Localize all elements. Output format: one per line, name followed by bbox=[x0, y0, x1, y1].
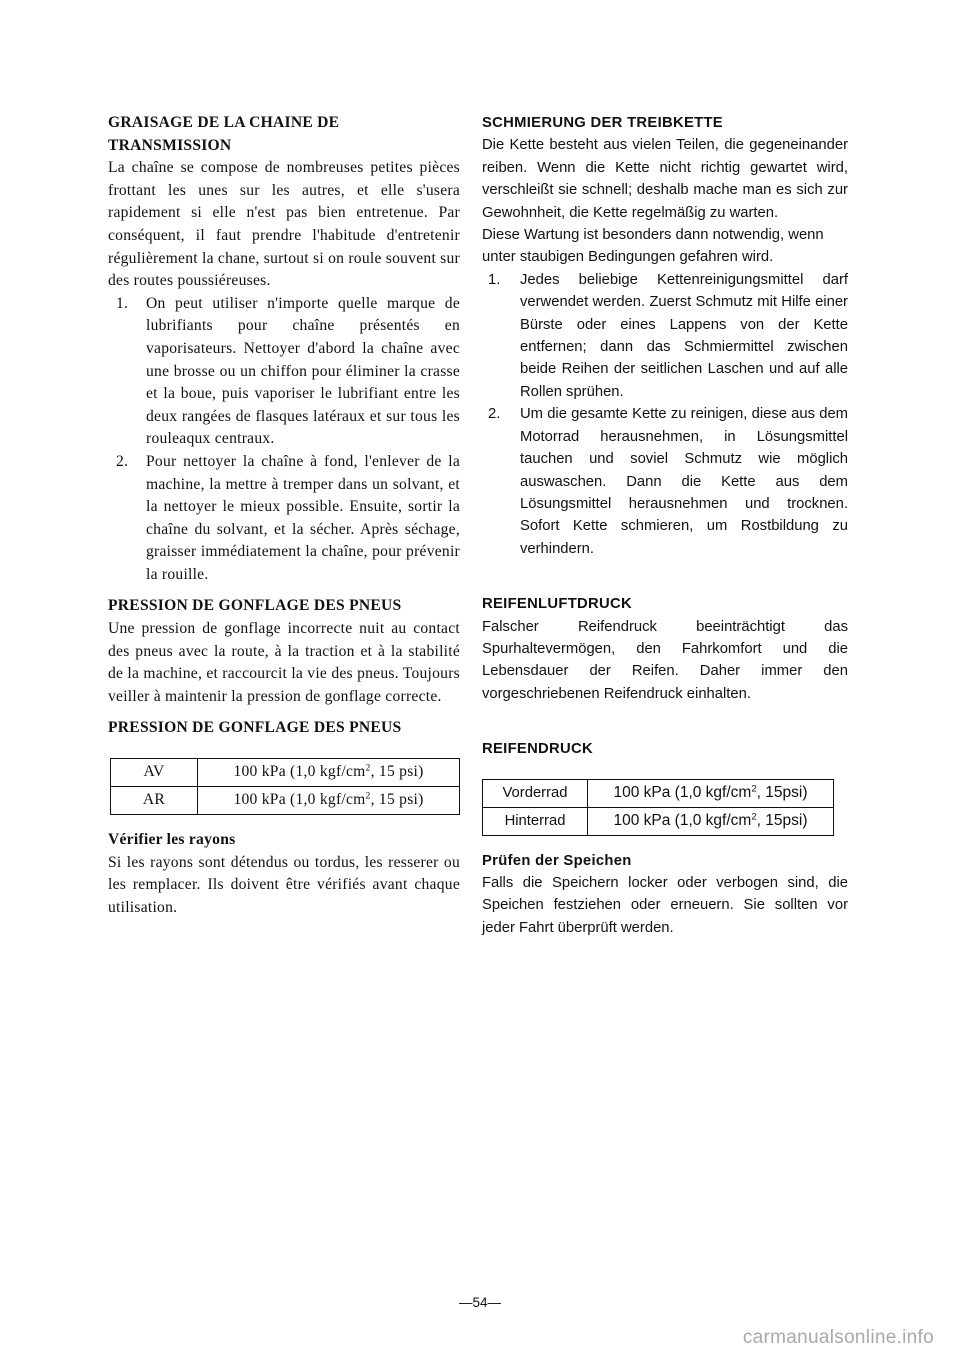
table-row bbox=[111, 787, 460, 815]
list-item bbox=[116, 293, 460, 451]
spokes-text-fr: Si les rayons sont détendus ou tordus, les resserer ou les remplacer. Ils doivent être vérifiés avant chaque utilisation. bbox=[108, 853, 460, 916]
row-value: 100 kPa (1,0 kgf/$cm^2$, 15 psi) bbox=[198, 787, 460, 815]
watermark-text: carmanualsonline.info bbox=[742, 1327, 934, 1348]
list-item bbox=[488, 269, 848, 403]
row-label: AV bbox=[111, 759, 198, 787]
table-row bbox=[111, 759, 460, 787]
chain-steps-fr bbox=[108, 293, 460, 587]
pressure-text-fr: Une pression de gonflage incorrecte nuit au contact des pneus avec la route, à la traction et à la stabilité de la machine, et raccourcit la vie des pneus. Toujours veiller à maintenir la pression de gonflage correcte. bbox=[108, 620, 460, 705]
step-text: Um die gesamte Kette zu reinigen, diese aus dem Motorrad herausnehmen, in Lösungsmittel tauchen und soviel Schmutz wie möglich auswaschen. Dann die Kette aus dem Lösungsmittel herausnehmen und trocknen. Sofort Kette schmieren, um Rostbildung zu verhindern. bbox=[520, 406, 848, 557]
page-number: —54— bbox=[458, 1295, 502, 1310]
pressure-heading-fr: PRESSION DE GONFLAGE DES PNEUS bbox=[108, 597, 402, 615]
chain-steps-de bbox=[482, 269, 848, 560]
spokes-heading-de: Prüfen der Speichen bbox=[482, 852, 632, 869]
step-number: 1. bbox=[116, 294, 129, 312]
table-row bbox=[483, 779, 834, 807]
step-text: On peut utiliser n'importe quelle marque de lubrifiants pour chaîne présentés en vaporisateurs. Nettoyer d'abord la chaîne avec une brosse ou un chiffon pour éliminer la crasse et la boue, puis vaporiser le lubrifiant entre les deux rangées de flasques latéraux et sur tous les rouleaqux centraux. bbox=[146, 294, 460, 448]
french-column bbox=[108, 112, 460, 919]
spokes-heading-fr: Vérifier les rayons bbox=[108, 831, 236, 849]
pressure-table-heading-fr: PRESSION DE GONFLAGE DES PNEUS bbox=[108, 719, 402, 737]
step-text: Jedes beliebige Kettenreinigungsmittel darf verwendet werden. Zuerst Schmutz mit Hilfe einer Bürste oder eines Lappens von der Kette entfernen; dann das Schmiermittel zwischen beide Reihen der seitlichen Laschen und auf alle Rollen sprühen. bbox=[520, 271, 848, 400]
step-number: 1. bbox=[488, 271, 501, 288]
spokes-text-de: Falls die Speichern locker oder verbogen sind, die Speichen festziehen oder erneuern. Sie sollten vor jeder Fahrt überprüft werden. bbox=[482, 874, 848, 936]
row-value: 100 kPa (1,0 kgf/$cm^2$, 15 psi) bbox=[198, 759, 460, 787]
row-label: AR bbox=[111, 787, 198, 815]
row-value: 100 kPa (1,0 kgf/$cm^2$, 15psi) bbox=[588, 779, 834, 807]
chain-intro-de: Die Kette besteht aus vielen Teilen, die gegeneinander reiben. Wenn die Kette nicht richtig gewartet wird, verschleißt sie schnell; deshalb mache man es sich zur Gewohnheit, die Kette regelmäßig zu warten. bbox=[482, 137, 848, 221]
pressure-table-heading-de: REIFENDRUCK bbox=[482, 741, 593, 758]
row-label: Hinterrad bbox=[483, 807, 588, 835]
pressure-text-de: Falscher Reifendruck beeinträchtigt das Spurhaltevermögen, den Fahrkomfort und die Lebensdauer der Reifen. Daher immer den vorgeschriebenen Reifendruck einhalten. bbox=[482, 618, 848, 702]
chain-intro-fr: La chaîne se compose de nombreuses petites pièces frottant les unes sur les autres, et elle s'usera rapidement si elle n'est pas bien entretenue. Par conséquent, il faut prendre l'habitude d'entretenir régulièrement la chane, surtout si on roule souvent sur des routes poussiéreuses. bbox=[108, 159, 460, 290]
row-value: 100 kPa (1,0 kgf/$cm^2$, 15psi) bbox=[588, 807, 834, 835]
german-column bbox=[482, 112, 848, 939]
pressure-heading-de: REIFENLUFTDRUCK bbox=[482, 596, 632, 613]
step-number: 2. bbox=[488, 406, 501, 423]
table-row bbox=[483, 807, 834, 835]
chain-intro2-de: Diese Wartung ist besonders dann notwendig, wenn unter staubigen Bedingungen gefahren wird. bbox=[482, 227, 824, 266]
tire-pressure-table-de bbox=[482, 779, 834, 836]
chain-heading-fr: GRAISAGE DE LA CHAINE DE TRANSMISSION bbox=[108, 114, 340, 154]
step-number: 2. bbox=[116, 452, 129, 470]
list-item bbox=[116, 451, 460, 587]
step-text: Pour nettoyer la chaîne à fond, l'enlever de la machine, la mettre à tremper dans un solvant, et la nettoyer le mieux possible. Ensuite, sortir la chaîne du solvant, et la sécher. Après séchage, graisser immédiatement la chaîne, pour prévenir la rouille. bbox=[146, 452, 460, 583]
row-label: Vorderrad bbox=[483, 779, 588, 807]
list-item bbox=[488, 403, 848, 560]
chain-heading-de: SCHMIERUNG DER TREIBKETTE bbox=[482, 115, 723, 131]
tire-pressure-table-fr bbox=[110, 758, 460, 815]
